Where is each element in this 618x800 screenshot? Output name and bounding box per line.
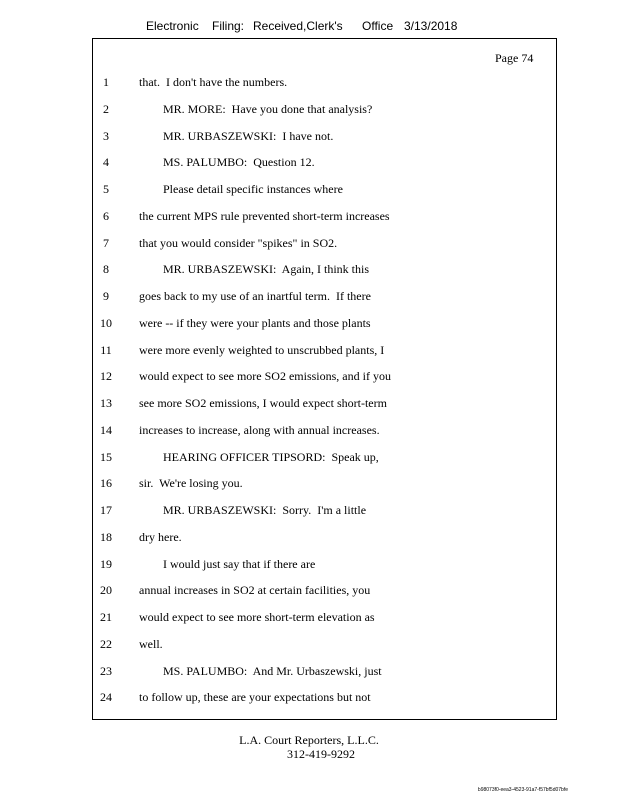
filing-stamp-header	[0, 19, 618, 37]
line-text: MS. PALUMBO: And Mr. Urbaszewski, just	[139, 663, 382, 678]
transcript-line	[0, 288, 618, 304]
line-number: 12	[100, 369, 112, 384]
line-text: would expect to see more short-term elevation as	[139, 610, 375, 624]
transcript-line	[0, 74, 618, 90]
line-number: 16	[100, 476, 112, 491]
line-number: 7	[103, 235, 109, 250]
footer-company: L.A. Court Reporters, L.L.C.	[239, 733, 379, 747]
header-electronic: Electronic	[146, 19, 199, 33]
transcript-line	[0, 154, 618, 170]
line-text: that. I don't have the numbers.	[139, 75, 288, 89]
transcript-line	[0, 689, 618, 705]
line-text: MS. PALUMBO: Question 12.	[139, 155, 315, 170]
line-number: 19	[100, 556, 112, 571]
line-text: were more evenly weighted to unscrubbed plants, I	[139, 342, 385, 357]
line-text: were -- if they were your plants and those plants	[139, 315, 371, 330]
line-number: 10	[100, 315, 112, 330]
line-number: 13	[100, 396, 112, 410]
line-number: 20	[100, 583, 112, 598]
transcript-line	[0, 449, 618, 465]
line-text: MR. MORE: Have you done that analysis?	[139, 101, 373, 116]
line-text: see more SO2 emissions, I would expect short-term	[139, 396, 387, 410]
transcript-line	[0, 368, 618, 384]
transcript-line	[0, 529, 618, 545]
transcript-line	[0, 609, 618, 625]
transcript-line	[0, 475, 618, 491]
header-office: Office	[362, 19, 394, 33]
footer-phone: 312-419-9292	[287, 747, 355, 761]
line-text: I would just say that if there are	[139, 556, 316, 571]
header-date: 3/13/2018	[404, 19, 458, 33]
line-text: dry here.	[139, 529, 182, 544]
transcript-line	[0, 502, 618, 518]
line-text: increases to increase, along with annual increases.	[139, 422, 380, 437]
line-text: sir. We're losing you.	[139, 476, 243, 491]
transcript-line	[0, 663, 618, 679]
line-number: 14	[100, 422, 112, 437]
line-number: 9	[103, 289, 109, 303]
line-number: 8	[103, 262, 109, 277]
line-number: 1	[103, 75, 109, 89]
line-number: 18	[100, 529, 112, 544]
line-text: annual increases in SO2 at certain facilities, you	[139, 583, 371, 598]
line-text: well.	[139, 636, 163, 651]
transcript-line	[0, 128, 618, 144]
line-number: 15	[100, 449, 112, 464]
line-number: 6	[103, 208, 109, 223]
line-text: to follow up, these are your expectations but not	[139, 690, 371, 705]
line-number: 17	[100, 503, 112, 517]
line-text: MR. URBASZEWSKI: Sorry. I'm a little	[139, 503, 367, 517]
line-number: 11	[100, 342, 112, 357]
page-number: Page 74	[495, 51, 534, 65]
transcript-line	[0, 556, 618, 572]
transcript-line	[0, 422, 618, 438]
line-number: 21	[100, 610, 112, 624]
transcript-line	[0, 636, 618, 652]
transcript-line	[0, 208, 618, 224]
line-number: 22	[100, 636, 112, 651]
line-text: that you would consider "spikes" in SO2.	[139, 235, 338, 250]
document-id: b98073f0-eea3-4523-91a7-f57bf5d07bfe	[477, 787, 568, 793]
line-text: HEARING OFFICER TIPSORD: Speak up,	[139, 449, 379, 464]
transcript-line	[0, 235, 618, 251]
line-text: goes back to my use of an inartful term. If there	[139, 289, 371, 303]
line-text: the current MPS rule prevented short-term increases	[139, 208, 390, 223]
line-number: 5	[103, 182, 109, 196]
line-text: MR. URBASZEWSKI: Again, I think this	[139, 262, 370, 277]
line-number: 23	[100, 663, 112, 678]
transcript-line	[0, 261, 618, 277]
header-received: Received,Clerk's	[253, 19, 343, 33]
line-number: 24	[100, 690, 112, 705]
header-filing: Filing:	[212, 19, 245, 33]
transcript-line	[0, 342, 618, 358]
transcript-line	[0, 582, 618, 598]
line-number: 3	[103, 128, 109, 143]
line-text: would expect to see more SO2 emissions, and if you	[139, 369, 391, 384]
line-number: 4	[103, 155, 109, 170]
transcript-line	[0, 101, 618, 117]
transcript-line	[0, 315, 618, 331]
line-text: MR. URBASZEWSKI: I have not.	[139, 128, 334, 143]
transcript-line	[0, 395, 618, 411]
line-number: 2	[103, 101, 109, 116]
line-text: Please detail specific instances where	[139, 182, 343, 196]
transcript-line	[0, 181, 618, 197]
